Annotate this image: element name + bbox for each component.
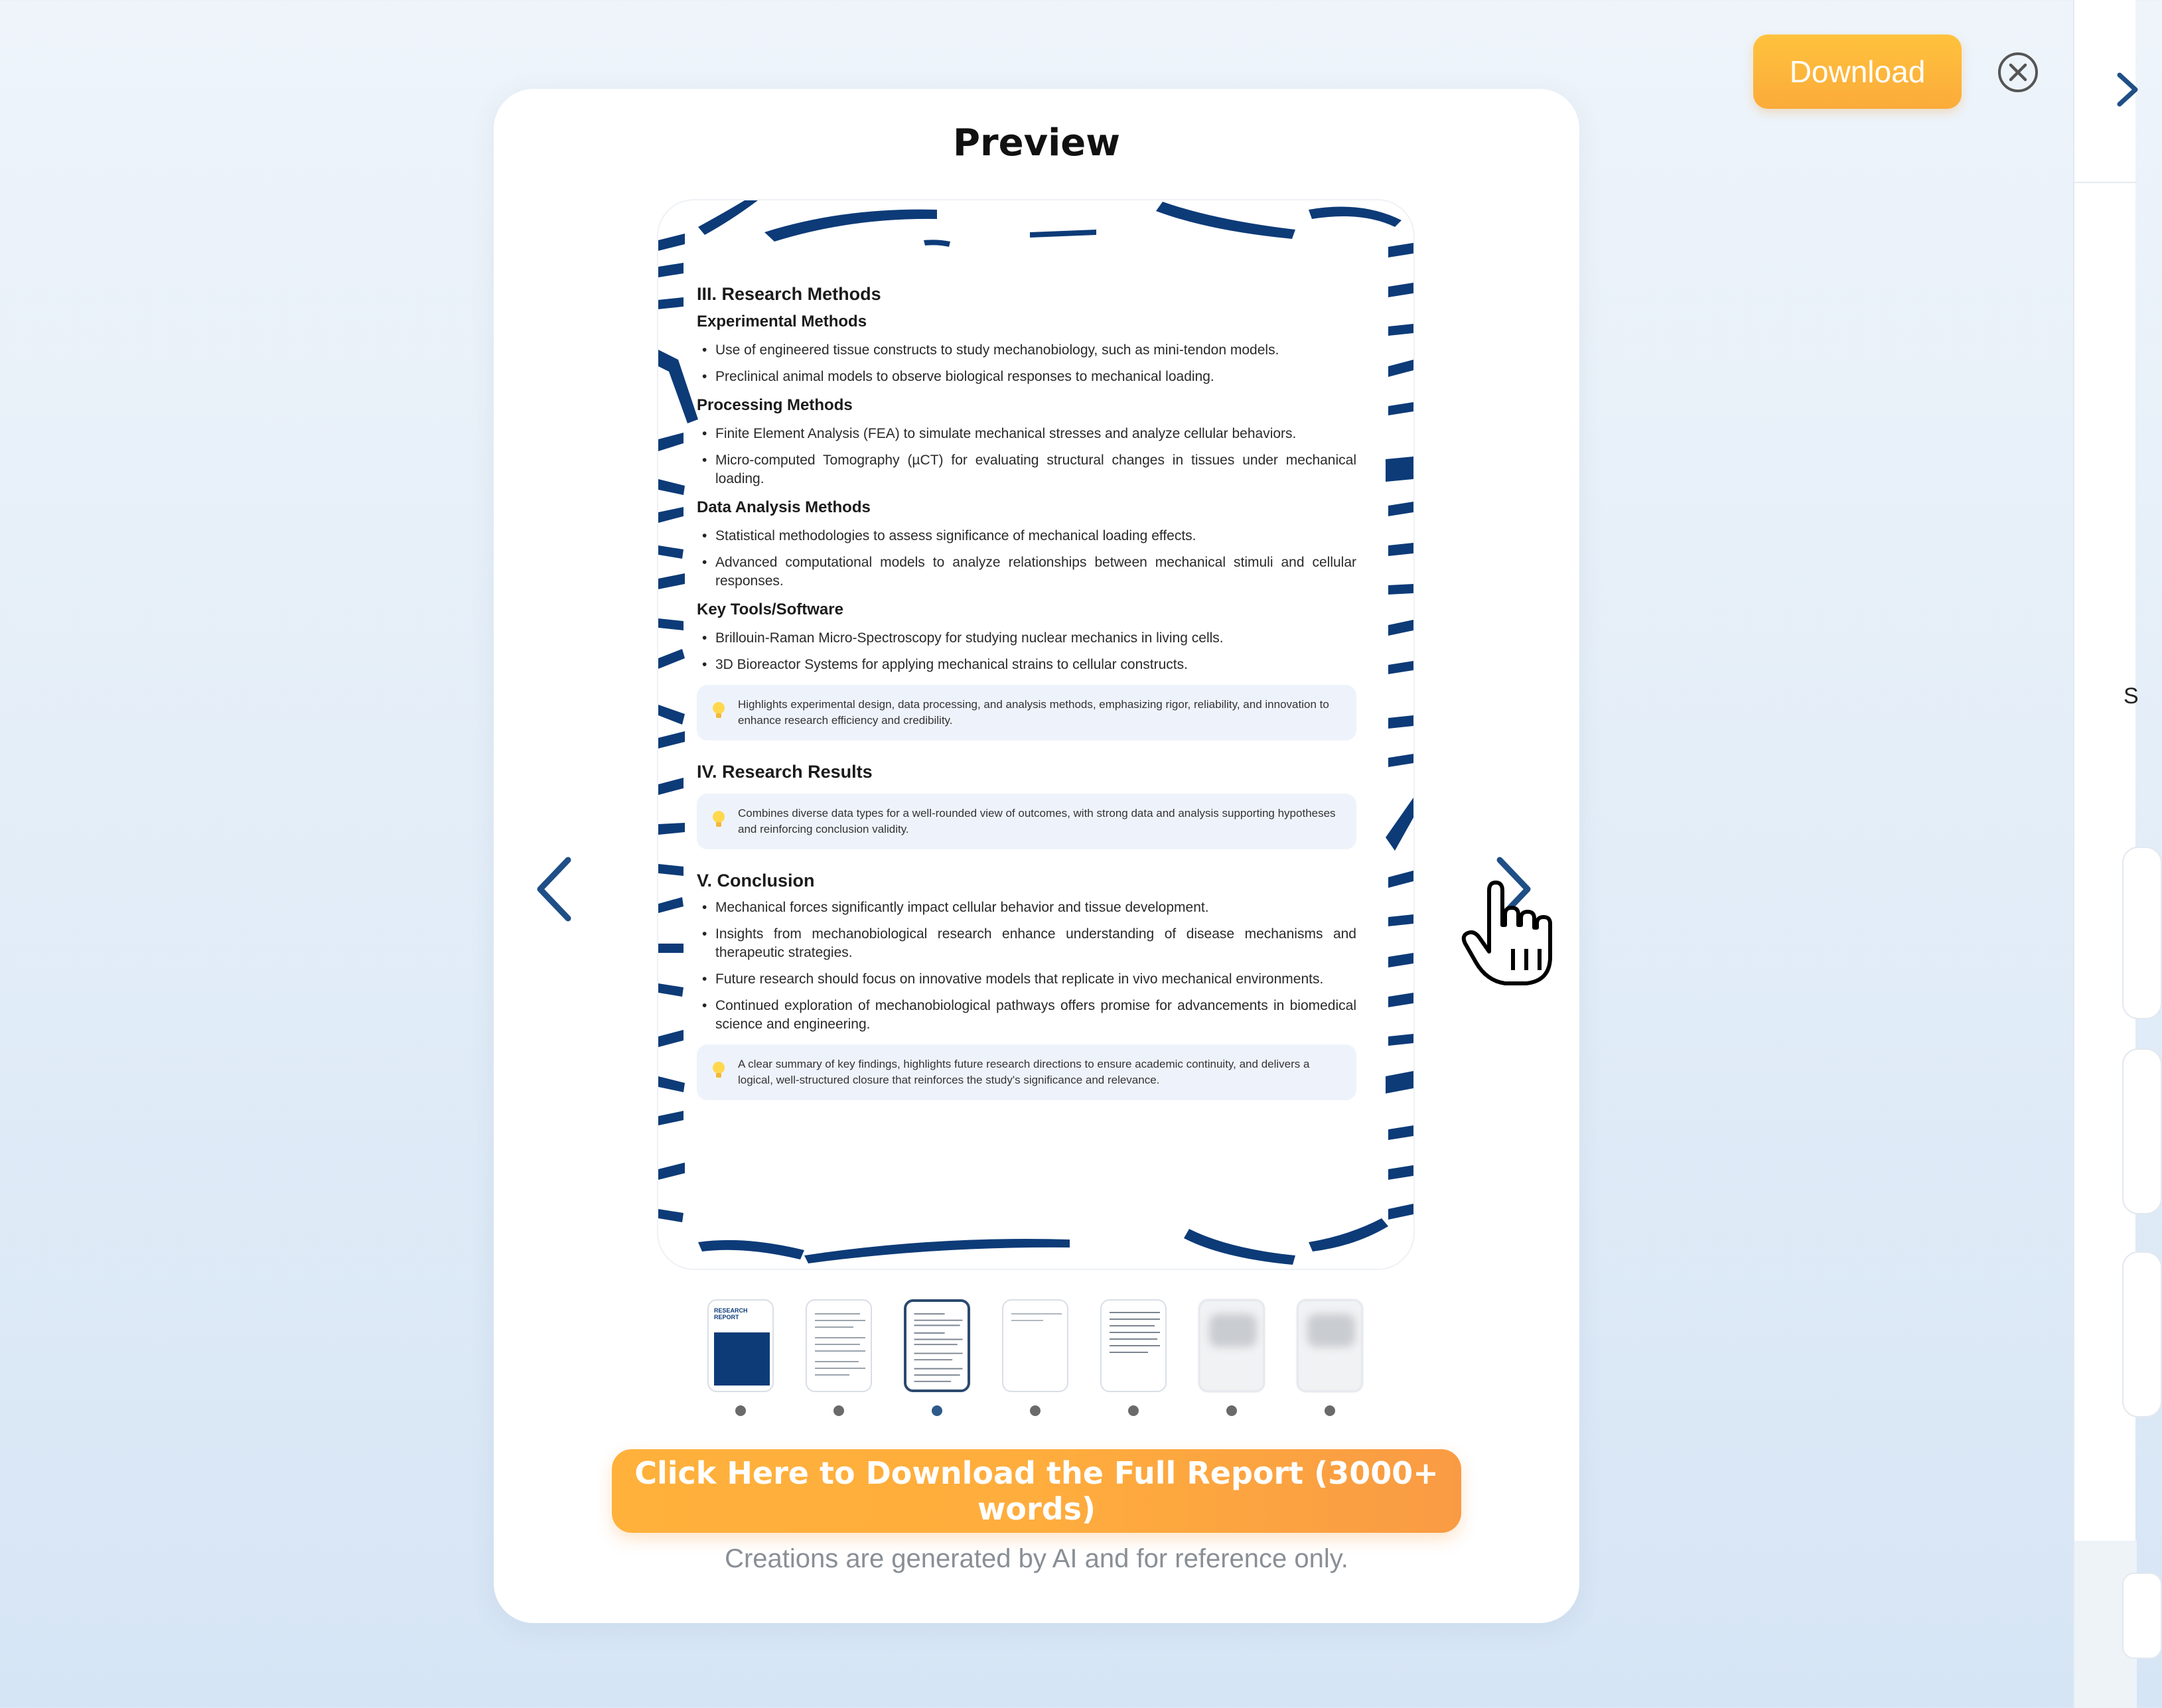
thumbnail-lines (906, 1302, 970, 1392)
thumbnail-lines (1003, 1301, 1070, 1393)
list-item: • Use of engineered tissue constructs to study mechanobiology, such as mini-tendon models. (697, 341, 1356, 360)
document-content (697, 283, 1356, 1120)
list-item: • Statistical methodologies to assess significance of mechanical loading effects. (697, 527, 1356, 545)
page-thumbnail-active[interactable] (904, 1299, 970, 1392)
bullet-list (697, 341, 1356, 386)
list-item: • 3D Bioreactor Systems for applying mechanical strains to cellular constructs. (697, 656, 1356, 674)
download-button[interactable]: Download (1753, 35, 1962, 109)
next-page-arrow-icon[interactable] (1486, 849, 1540, 929)
page-thumbnail[interactable] (1100, 1299, 1167, 1392)
side-card[interactable] (2122, 847, 2162, 1019)
note-text: Highlights experimental design, data processing, and analysis methods, emphasizing rigor, reliability, and innovation to enhance research efficiency and credibility. (738, 698, 1329, 727)
preview-title: Preview (952, 121, 1121, 165)
list-item: • Preclinical animal models to observe biological responses to mechanical loading. (697, 368, 1356, 386)
list-item: • Continued exploration of mechanobiological pathways offers promise for advancements in biomedical science and engineering. (697, 997, 1356, 1034)
page-dot[interactable] (1325, 1405, 1335, 1416)
subsection-heading: Data Analysis Methods (697, 498, 871, 516)
page-dot[interactable] (1128, 1405, 1139, 1416)
chevron-right-icon[interactable] (2114, 70, 2141, 109)
bullet-list (697, 527, 1356, 591)
page-dot[interactable] (1030, 1405, 1041, 1416)
document-page-preview (658, 200, 1413, 1269)
list-item: • Micro-computed Tomography (µCT) for evaluating structural changes in tissues under mechanical loading. (697, 451, 1356, 488)
blurred-content (1307, 1314, 1355, 1347)
page-dot-active[interactable] (932, 1405, 942, 1416)
note-text: A clear summary of key findings, highlights future research directions to ensure academic continuity, and delivers a logical, well-structured closure that reinforces the study's significance and relevance. (738, 1058, 1310, 1086)
subsection-heading: Experimental Methods (697, 313, 867, 330)
blurred-content (1209, 1314, 1257, 1347)
cover-block (714, 1332, 770, 1386)
ai-disclaimer: Creations are generated by AI and for reference only. (725, 1544, 1348, 1573)
subsection-heading: Key Tools/Software (697, 601, 843, 618)
section-heading: V. Conclusion (697, 871, 815, 890)
page-thumbnail[interactable] (806, 1299, 872, 1392)
download-full-report-button[interactable]: Click Here to Download the Full Report (3000+ words) (612, 1449, 1461, 1533)
section-heading: III. Research Methods (697, 284, 881, 304)
ai-note (697, 1044, 1356, 1100)
subsection-heading: Processing Methods (697, 396, 853, 414)
page-dot[interactable] (735, 1405, 746, 1416)
side-card[interactable] (2122, 1251, 2162, 1417)
bullet-list (697, 898, 1356, 1034)
ai-note (697, 794, 1356, 849)
thumbnail-title: RESEARCH REPORT (714, 1307, 748, 1320)
page-thumbnails (707, 1299, 1371, 1405)
close-icon[interactable] (1996, 50, 2040, 94)
list-item: • Brillouin-Raman Micro-Spectroscopy for studying nuclear mechanics in living cells. (697, 629, 1356, 648)
list-item: • Advanced computational models to analyze relationships between mechanical stimuli and cellular responses. (697, 553, 1356, 591)
lightbulb-icon (711, 701, 726, 721)
lightbulb-icon (711, 810, 726, 829)
page-thumbnail[interactable] (1002, 1299, 1068, 1392)
thumbnail-lines (807, 1301, 873, 1393)
page-dot[interactable] (1226, 1405, 1237, 1416)
side-card[interactable] (2122, 1048, 2162, 1214)
side-panel-text: S (2124, 683, 2139, 709)
thumbnail-lines (1102, 1301, 1168, 1393)
list-item: • Mechanical forces significantly impact cellular behavior and tissue development. (697, 898, 1356, 917)
ai-note (697, 685, 1356, 741)
bullet-list (697, 629, 1356, 674)
page-dot[interactable] (833, 1405, 844, 1416)
page-thumbnail[interactable] (707, 1299, 774, 1392)
page-thumbnail-locked[interactable] (1297, 1299, 1363, 1392)
note-text: Combines diverse data types for a well-rounded view of outcomes, with strong data and analysis supporting hypotheses and reinforcing conclusion validity. (738, 807, 1336, 835)
page-thumbnail-locked[interactable] (1198, 1299, 1265, 1392)
list-item: • Future research should focus on innovative models that replicate in vivo mechanical environments. (697, 970, 1356, 989)
section-heading: IV. Research Results (697, 762, 873, 782)
side-footer-card[interactable] (2122, 1573, 2162, 1659)
list-item: • Insights from mechanobiological research enhance understanding of disease mechanisms and therapeutic strategies. (697, 925, 1356, 962)
previous-page-arrow-icon[interactable] (528, 849, 581, 929)
bullet-list (697, 425, 1356, 488)
side-panel (2073, 0, 2139, 1708)
lightbulb-icon (711, 1060, 726, 1080)
list-item: • Finite Element Analysis (FEA) to simulate mechanical stresses and analyze cellular behaviors. (697, 425, 1356, 443)
